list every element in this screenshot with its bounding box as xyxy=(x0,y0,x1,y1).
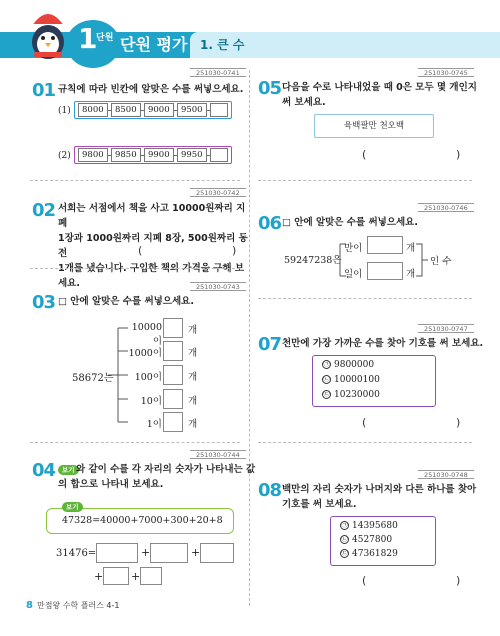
choice-item[interactable] xyxy=(322,360,374,370)
sequence-row-1 xyxy=(74,101,232,119)
answer-box[interactable] xyxy=(103,567,129,585)
answer-box[interactable] xyxy=(163,412,183,432)
choice-item[interactable] xyxy=(322,375,380,385)
answer-box[interactable] xyxy=(163,389,183,409)
decomposition-stem: 59247238은 xyxy=(284,255,342,266)
question-text: 천만에 가장 가까운 수를 찾아 기호를 써 보세요. xyxy=(282,338,484,349)
unit-label: 개 xyxy=(188,396,198,407)
answer-paren-close: ) xyxy=(456,148,461,161)
question-text xyxy=(282,80,492,110)
place-label: 일이 xyxy=(344,269,363,280)
bracket-lines xyxy=(106,320,130,430)
choice-mark: ㉢ xyxy=(341,550,348,557)
answer-box[interactable] xyxy=(140,567,162,585)
place-label: 10이 xyxy=(140,396,162,407)
answer-box[interactable] xyxy=(367,236,403,254)
question-number: 05 xyxy=(258,78,282,99)
answer-paren-open: ( xyxy=(138,244,143,257)
number-phrase-box xyxy=(314,114,434,138)
answer-paren-open: ( xyxy=(362,416,367,429)
choice-item[interactable] xyxy=(322,390,380,400)
question-code: 251030-0745 xyxy=(418,68,474,77)
plus-sign: + xyxy=(191,546,201,559)
place-label: 1이 xyxy=(146,419,162,430)
question-text-line: 백만의 자리 숫자가 나머지와 다른 하나를 찾아 xyxy=(282,484,477,495)
page-title: 단원 평가 xyxy=(120,35,188,54)
answer-box[interactable] xyxy=(163,365,183,385)
unit-label: 개 xyxy=(406,269,416,280)
sequence-cell: 9000 xyxy=(144,103,174,117)
suffix-label: 인 수 xyxy=(430,256,452,267)
answer-paren-close: ) xyxy=(456,416,461,429)
number-phrase: 육백팔만 천오백 xyxy=(343,121,405,131)
question-code: 251030-0747 xyxy=(418,324,474,333)
question-text-line: 1장과 1000원짜리 지폐 8장, 500원짜리 동전 xyxy=(58,233,248,259)
choice-mark: ㉡ xyxy=(323,376,330,383)
choice-mark: ㉠ xyxy=(341,522,348,529)
unit-label: 개 xyxy=(188,419,198,430)
answer-cell[interactable] xyxy=(210,148,228,162)
answer-paren-open: ( xyxy=(362,148,367,161)
question-code: 251030-0746 xyxy=(418,203,474,212)
page-footer xyxy=(26,600,120,611)
unit-label: 개 xyxy=(188,325,198,336)
question-number: 04 xyxy=(32,460,56,481)
example-pill: 보기 xyxy=(62,502,83,512)
unit-number: 1 xyxy=(78,22,98,55)
question-text-line: 와 같이 수를 각 자리의 숫자가 나타내는 값 xyxy=(76,464,256,475)
unit-label: 개 xyxy=(406,243,416,254)
question-text-line: 기호를 써 보세요. xyxy=(282,499,357,510)
question-text-line: 써 보세요. xyxy=(282,97,326,108)
question-code: 251030-0748 xyxy=(418,470,474,479)
sequence-cell: 9500 xyxy=(177,103,207,117)
question-number: 02 xyxy=(32,200,56,221)
example-equation: 47328=40000+7000+300+20+8 xyxy=(62,515,223,526)
question-code: 251030-0743 xyxy=(190,282,246,291)
sequence-cell: 9950 xyxy=(177,148,207,162)
sequence-cell: 9900 xyxy=(144,148,174,162)
answer-cell[interactable] xyxy=(210,103,228,117)
answer-box[interactable] xyxy=(367,262,403,280)
choice-value: 4527800 xyxy=(352,535,393,545)
question-code: 251030-0741 xyxy=(190,68,246,77)
section-divider xyxy=(30,442,240,443)
question-text: □ 안에 알맞은 수를 써넣으세요. xyxy=(282,217,418,228)
place-label: 1000이 xyxy=(128,348,162,359)
question-code: 251030-0744 xyxy=(190,450,246,459)
answer-box[interactable] xyxy=(96,543,138,563)
column-divider xyxy=(249,70,250,606)
unit-label: 개 xyxy=(188,348,198,359)
problem-stem: 31476= xyxy=(56,548,97,559)
section-divider xyxy=(30,268,240,269)
book-title: 만점왕 수학 플러스 4-1 xyxy=(36,601,120,610)
question-number: 06 xyxy=(258,213,282,234)
question-text xyxy=(58,201,248,291)
sequence-cell: 8500 xyxy=(111,103,141,117)
section-divider xyxy=(258,442,472,443)
question-text: 규칙에 따라 빈칸에 알맞은 수를 써넣으세요. xyxy=(58,84,244,95)
answer-paren-open: ( xyxy=(362,574,367,587)
choice-item[interactable] xyxy=(340,521,398,531)
row-label: (2) xyxy=(58,151,71,161)
choice-mark: ㉠ xyxy=(323,361,330,368)
choice-item[interactable] xyxy=(340,549,398,559)
choice-item[interactable] xyxy=(340,535,392,545)
answer-box[interactable] xyxy=(150,543,188,563)
section-divider xyxy=(258,180,472,181)
decomposition-stem: 58672는 xyxy=(72,373,114,384)
question-text-line: 의 합으로 나타내 보세요. xyxy=(58,479,164,490)
sequence-row-2 xyxy=(74,146,232,164)
question-number: 01 xyxy=(32,80,56,101)
plus-sign: + xyxy=(94,570,104,583)
sequence-cell: 9800 xyxy=(78,148,108,162)
question-text: □ 안에 알맞은 수를 써넣으세요. xyxy=(58,296,194,307)
choice-value: 14395680 xyxy=(352,521,398,531)
plus-sign: + xyxy=(131,570,141,583)
place-label: 100이 xyxy=(134,372,162,383)
choice-value: 10230000 xyxy=(334,390,380,400)
plus-sign: + xyxy=(141,546,151,559)
unit-label: 개 xyxy=(188,372,198,383)
row-label: (1) xyxy=(58,106,71,116)
section-divider xyxy=(30,180,240,181)
question-number: 07 xyxy=(258,334,282,355)
page-subtitle: 1. 큰 수 xyxy=(200,38,245,52)
answer-paren-close: ) xyxy=(232,244,237,257)
question-number: 03 xyxy=(32,292,56,313)
unit-label: 단원 xyxy=(96,33,114,43)
penguin-mascot-icon xyxy=(24,6,72,62)
question-number: 08 xyxy=(258,480,282,501)
question-code: 251030-0742 xyxy=(190,188,246,197)
question-text-line: 1개를 냈습니다. 구입한 책의 가격을 구해 보세요. xyxy=(58,263,245,289)
answer-paren-close: ) xyxy=(456,574,461,587)
example-pill: 보기 xyxy=(58,465,79,475)
choice-mark: ㉡ xyxy=(341,536,348,543)
sequence-cell: 9850 xyxy=(111,148,141,162)
question-text-line: 서희는 서점에서 책을 사고 10000원짜리 지폐 xyxy=(58,203,246,229)
choice-value: 9800000 xyxy=(334,360,375,370)
choice-value: 10000100 xyxy=(334,375,380,385)
page-number: 8 xyxy=(26,600,33,611)
choice-value: 47361829 xyxy=(352,549,398,559)
sequence-cell: 8000 xyxy=(78,103,108,117)
place-label: 만이 xyxy=(344,243,363,254)
choice-mark: ㉢ xyxy=(323,391,330,398)
section-divider xyxy=(258,298,472,299)
place-label: 10000이 xyxy=(131,322,162,347)
question-text-line: 다음을 수로 나타내었을 때 0은 모두 몇 개인지 xyxy=(282,82,477,93)
question-text xyxy=(282,482,492,512)
answer-box[interactable] xyxy=(163,318,183,338)
answer-box[interactable] xyxy=(163,341,183,361)
answer-box[interactable] xyxy=(200,543,234,563)
